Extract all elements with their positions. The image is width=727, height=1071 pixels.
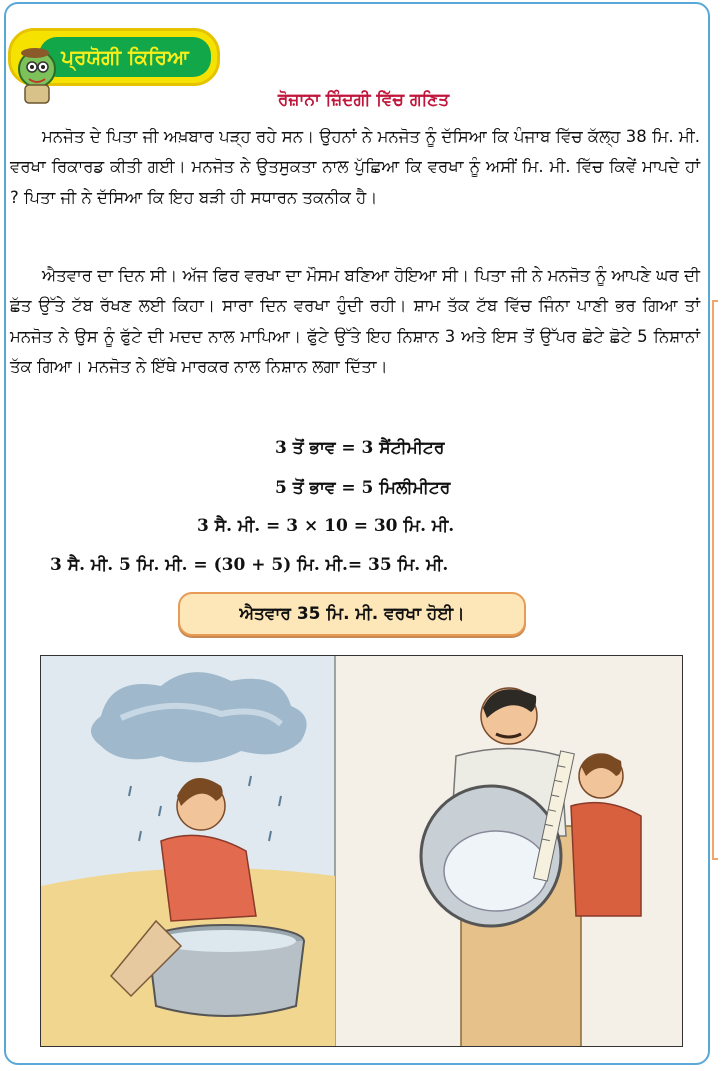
- result-callout: [178, 592, 526, 636]
- page-edge-tab: [712, 300, 718, 860]
- equation-3: 3 ਸੈ. ਮੀ. = 3 × 10 = 30 ਮਿ. ਮੀ.: [197, 516, 455, 536]
- paragraph-2-text: ਐਤਵਾਰ ਦਾ ਦਿਨ ਸੀ। ਅੱਜ ਫਿਰ ਵਰਖਾ ਦਾ ਮੌਸਮ ਬਣਿਆ ਹੋਇਆ ਸੀ। ਪਿਤਾ ਜੀ ਨੇ ਮਨਜੋਤ ਨੂੰ ਆਪਣੇ ਘਰ ਦੀ ਛੱਤ ਉੱਤੇ ਟੱਬ ਰੱਖਣ ਲਈ ਕਿਹਾ। ਸਾਰਾ ਦਿਨ ਵਰਖਾ ਹੁੰਦੀ ਰਹੀ। ਸ਼ਾਮ ਤੱਕ ਟੱਬ ਵਿੱਚ ਜਿੰਨਾ ਪਾਣੀ ਭਰ ਗਿਆ ਤਾਂ ਮਨਜੋਤ ਨੇ ਉਸ ਨੂੰ ਫੁੱਟੇ ਦੀ ਮਦਦ ਨਾਲ ਮਾਪਿਆ। ਫੁੱਟੇ ਉੱਤੇ ਇਹ ਨਿਸ਼ਾਨ 3 ਅਤੇ ਇਸ ਤੋਂ ਉੱਪਰ ਛੋਟੇ ਛੋਟੇ 5 ਨਿਸ਼ਾਨਾਂ ਤੱਕ ਗਿਆ। ਮਨਜੋਤ ਨੇ ਇੱਥੇ ਮਾਰਕਰ ਨਾਲ ਨਿਸ਼ਾਨ ਲਗਾ ਦਿੱਤਾ।: [10, 266, 700, 377]
- activity-badge-label: ਪ੍ਰਯੋਗੀ ਕਿਰਿਆ: [61, 45, 189, 69]
- paragraph-1: [10, 122, 700, 213]
- rain-measurement-illustration: [41, 656, 683, 1047]
- equation-2: 5 ਤੋਂ ਭਾਵ = 5 ਮਿਲੀਮੀਟਰ: [275, 478, 451, 498]
- paragraph-1-text: ਮਨਜੋਤ ਦੇ ਪਿਤਾ ਜੀ ਅਖ਼ਬਾਰ ਪੜ੍ਹ ਰਹੇ ਸਨ। ਉਹਨਾਂ ਨੇ ਮਨਜੋਤ ਨੂੰ ਦੱਸਿਆ ਕਿ ਪੰਜਾਬ ਵਿੱਚ ਕੱਲ੍ਹ 38 ਮਿ. ਮੀ. ਵਰਖਾ ਰਿਕਾਰਡ ਕੀਤੀ ਗਈ। ਮਨਜੋਤ ਨੇ ਉਤਸੁਕਤਾ ਨਾਲ ਪੁੱਛਿਆ ਕਿ ਵਰਖਾ ਨੂੰ ਅਸੀਂ ਮਿ. ਮੀ. ਵਿੱਚ ਕਿਵੇਂ ਮਾਪਦੇ ਹਾਂ ? ਪਿਤਾ ਜੀ ਨੇ ਦੱਸਿਆ ਕਿ ਇਹ ਬੜੀ ਹੀ ਸਧਾਰਨ ਤਕਨੀਕ ਹੈ।: [10, 127, 700, 207]
- illustration-panel: [40, 655, 683, 1047]
- activity-badge: [8, 28, 220, 86]
- section-subtitle: ਰੋਜ਼ਾਨਾ ਜ਼ਿੰਦਗੀ ਵਿੱਚ ਗਣਿਤ: [277, 90, 450, 110]
- paragraph-2: [10, 261, 700, 383]
- result-text: ਐਤਵਾਰ 35 ਮਿ. ਮੀ. ਵਰਖਾ ਹੋਈ।: [239, 604, 465, 624]
- equation-1: 3 ਤੋਂ ਭਾਵ = 3 ਸੈਂਟੀਮੀਟਰ: [275, 438, 445, 458]
- equation-4: 3 ਸੈ. ਮੀ. 5 ਮਿ. ਮੀ. = (30 + 5) ਮਿ. ਮੀ.= 35 ਮਿ. ਮੀ.: [50, 555, 449, 575]
